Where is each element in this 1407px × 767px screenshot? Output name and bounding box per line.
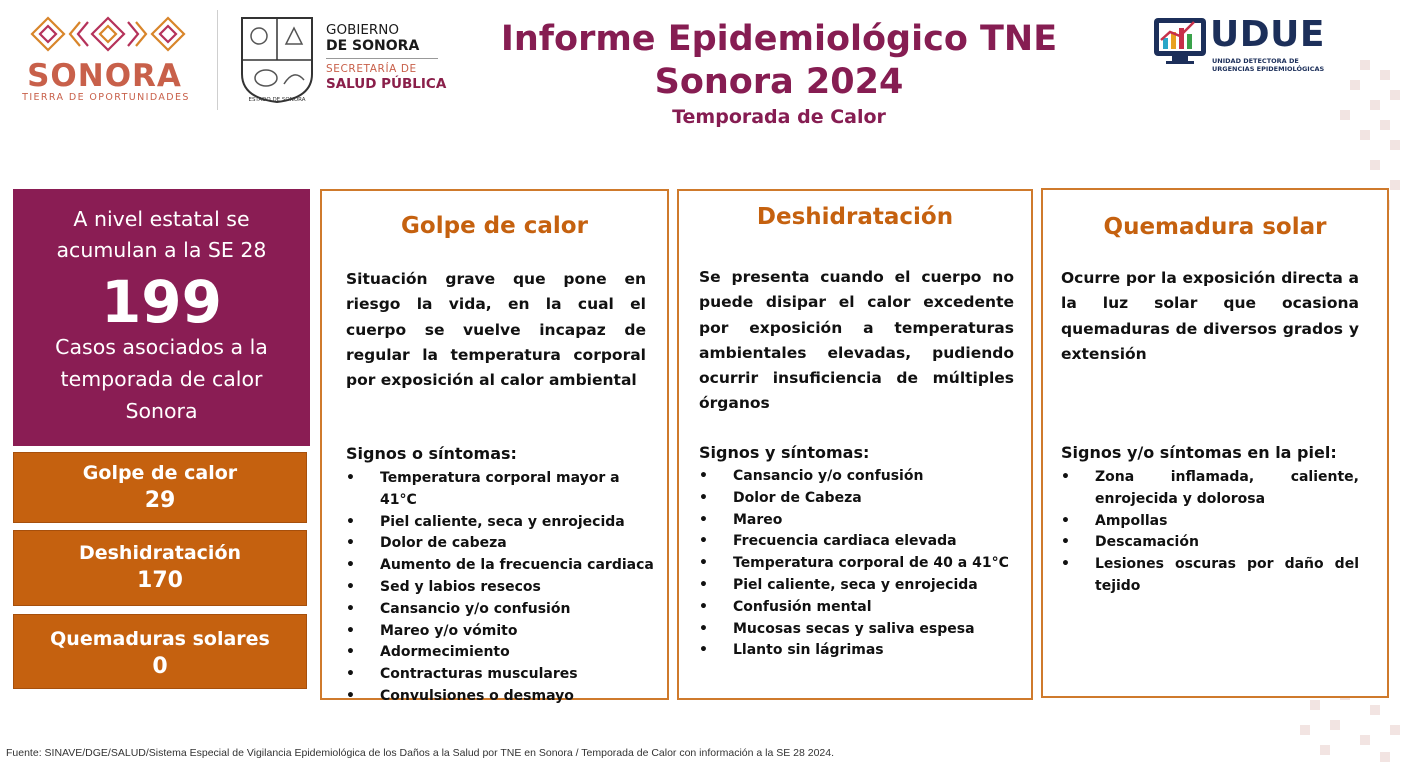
counter-label: Quemaduras solares [50,628,270,650]
summary-line1: A nivel estatal se [73,207,250,231]
gobierno-line4: SALUD PÚBLICA [326,76,447,92]
summary-line5: Sonora [125,399,198,423]
decorative-pattern-bottom-icon [1290,690,1407,767]
list-item: • Temperatura corporal mayor a 41°C [346,468,656,512]
card-title: Quemadura solar [1103,214,1327,240]
list-item: • Contracturas musculares [346,664,656,686]
card-description: Se presenta cuando el cuerpo no puede disipar el calor excedente por exposición a temperaturas ambientales elevadas, pudiendo ocurrir insuficiencia de múltiples órganos [699,268,1014,413]
list-item: • Zona inflamada, caliente, enrojecida y dolorosa [1061,467,1359,511]
gobierno-line2: DE SONORA [326,38,420,54]
sonora-ornament-icon [28,14,188,60]
counter-deshidratacion [13,530,307,606]
list-item: • Dolor de Cabeza [699,488,1019,510]
udue-logo-text: UDUE [1210,14,1325,55]
list-item: • Confusión mental [699,597,1019,619]
card-golpe-de-calor [320,189,669,704]
card-signs-title: Signos y síntomas: [699,443,870,462]
gobierno-sonora-logo [236,12,466,108]
list-item: • Adormecimiento [346,642,656,664]
counter-value: 170 [137,568,183,593]
summary-total-cases: 199 [100,268,223,336]
counter-value: 0 [152,654,168,679]
page-title-line2: Sonora 2024 [654,62,904,102]
card-signs-list [1061,467,1359,598]
gobierno-line3: SECRETARÍA DE [326,63,417,75]
list-item: • Aumento de la frecuencia cardiaca [346,555,656,577]
monitor-chart-icon [1150,10,1212,72]
summary-line4: temporada de calor [60,367,263,391]
card-signs-title: Signos o síntomas: [346,444,517,463]
list-item: • Piel caliente, seca y enrojecida [699,575,1019,597]
list-item: • Dolor de cabeza [346,533,656,555]
card-signs-title: Signos y/o síntomas en la piel: [1061,443,1337,462]
card-quemadura-solar [1041,188,1389,698]
list-item: • Piel caliente, seca y enrojecida [346,512,656,534]
state-seal-icon [236,14,318,106]
counter-label: Golpe de calor [82,462,238,484]
list-item: • Lesiones oscuras por daño del tejido [1061,554,1359,598]
gobierno-line1: GOBIERNO [326,22,399,38]
counter-value: 29 [144,488,176,513]
summary-line2: acumulan a la SE 28 [56,238,267,262]
seal-caption: ESTADO DE SONORA [248,97,306,103]
counter-quemaduras-solares [13,614,307,689]
list-item: • Ampollas [1061,511,1359,533]
list-item: • Cansancio y/o confusión [699,466,1019,488]
udue-subtitle-line2: URGENCIAS EPIDEMIOLÓGICAS [1212,65,1325,73]
udue-logo-subtitle [1212,57,1332,73]
card-deshidratacion [677,189,1033,700]
card-title: Golpe de calor [401,213,588,239]
counter-golpe-de-calor [13,452,307,523]
card-title: Deshidratación [756,204,954,230]
udue-subtitle-line1: UNIDAD DETECTORA DE [1212,57,1299,65]
list-item: • Sed y labios resecos [346,577,656,599]
list-item: • Temperatura corporal de 40 a 41°C [699,553,1019,575]
list-item: • Descamación [1061,532,1359,554]
list-item: • Mucosas secas y saliva espesa [699,619,1019,641]
sonora-logo-tagline: TIERRA DE OPORTUNIDADES [22,92,190,103]
page-subtitle: Temporada de Calor [672,106,886,128]
gobierno-logo-rule [326,58,438,59]
udue-logo [1150,10,1340,80]
summary-panel [13,189,310,446]
card-description: Ocurre por la exposición directa a la luz solar que ocasiona quemaduras de diversos grados y extensión [1061,269,1359,363]
page-title-line1: Informe Epidemiológico TNE [500,19,1058,59]
list-item: • Convulsiones o desmayo [346,686,656,708]
page-title [440,18,1118,104]
summary-caption [13,331,310,427]
counter-label: Deshidratación [78,542,242,564]
card-signs-list [346,468,656,708]
summary-line3: Casos asociados a la [55,335,268,359]
list-item: • Llanto sin lágrimas [699,640,1019,662]
header-divider [217,10,218,110]
list-item: • Frecuencia cardiaca elevada [699,531,1019,553]
card-description: Situación grave que pone en riesgo la vida, en la cual el cuerpo se vuelve incapaz de regular la temperatura corporal por exposición al calor ambiental [346,270,646,390]
list-item: • Mareo y/o vómito [346,621,656,643]
card-signs-list [699,466,1019,662]
sonora-logo [12,14,197,106]
source-footnote: Fuente: SINAVE/DGE/SALUD/Sistema Especial de Vigilancia Epidemiológica de los Daños a la Salud por TNE en Sonora / Temporada de Calor con información a la SE 28 2024. [6,747,835,759]
sonora-logo-text: SONORA [27,58,182,94]
list-item: • Cansancio y/o confusión [346,599,656,621]
list-item: • Mareo [699,510,1019,532]
summary-intro [13,204,310,266]
